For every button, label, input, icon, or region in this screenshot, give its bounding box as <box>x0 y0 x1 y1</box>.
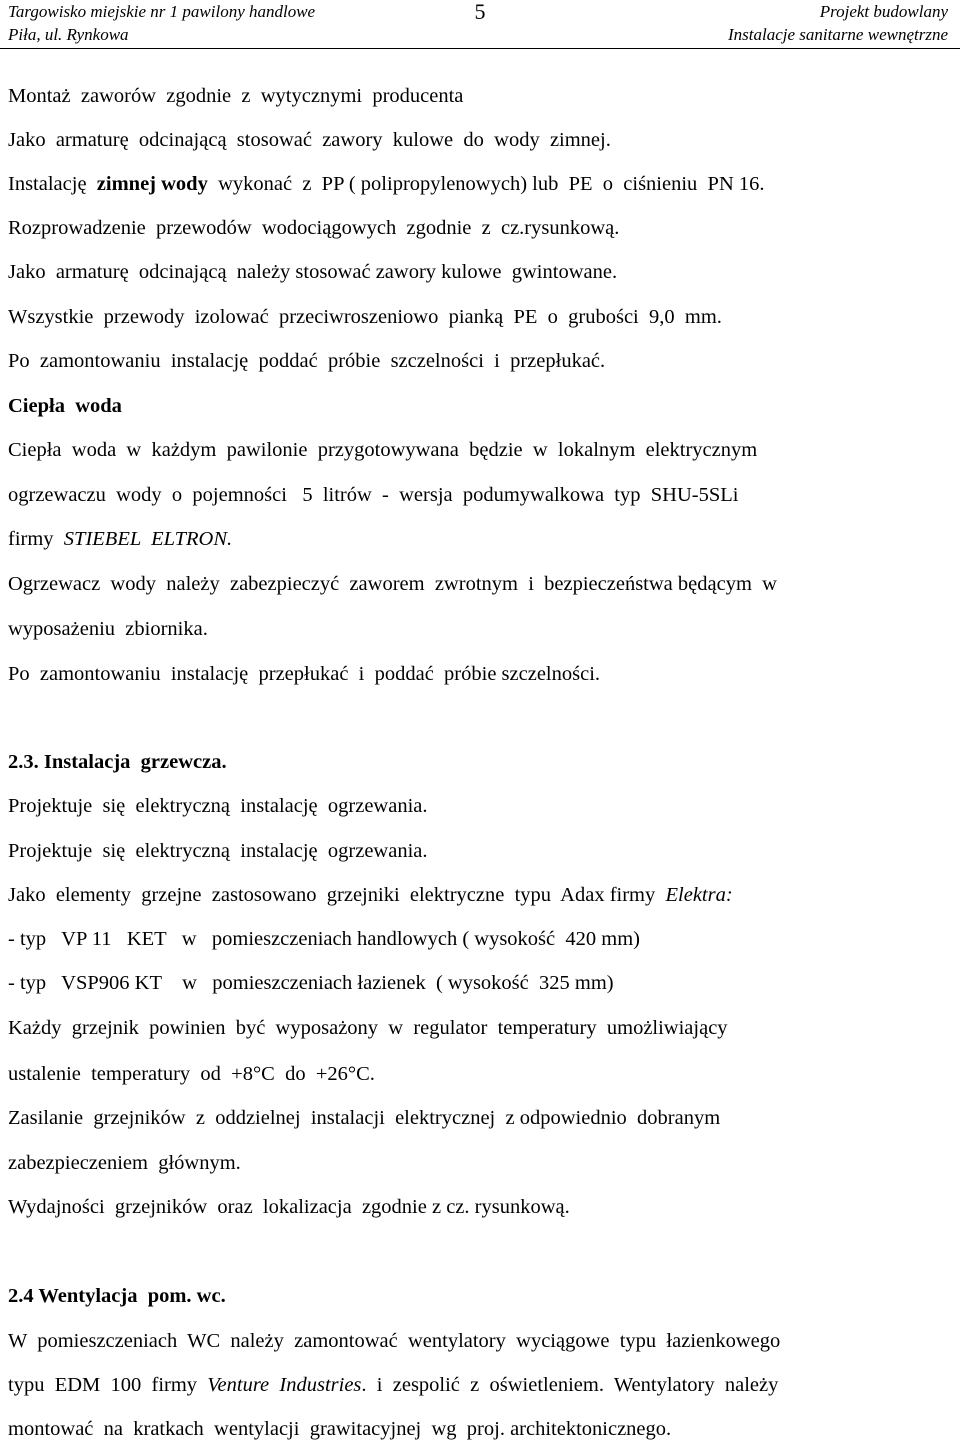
paragraph-line: typu EDM 100 firmy Venture Industries. i zespolić z oświetleniem. Wentylatory należy <box>8 1374 779 1396</box>
paragraph-line: montować na kratkach wentylacji grawitacyjnej wg proj. architektonicznego. <box>8 1418 672 1440</box>
header-right <box>728 0 948 46</box>
italic-text: STIEBEL ELTRON. <box>63 528 233 550</box>
paragraph-line: Instalację zimnej wody wykonać z PP ( polipropylenowych) lub PE o ciśnieniu PN 16. <box>8 173 765 195</box>
paragraph-line: wyposażeniu zbiornika. <box>8 618 208 640</box>
list-item: - typ VSP906 KT w pomieszczeniach łazienek ( wysokość 325 mm) <box>8 972 614 994</box>
paragraph-line: Jako elementy grzejne zastosowano grzejniki elektryczne typu Adax firmy Elektra: <box>8 884 733 906</box>
paragraph-line: Wszystkie przewody izolować przeciwroszeniowo pianką PE o grubości 9,0 mm. <box>8 306 722 328</box>
list-item: - typ VP 11 KET w pomieszczeniach handlowych ( wysokość 420 mm) <box>8 928 640 950</box>
paragraph-line: ustalenie temperatury od +8°C do +26°C. <box>8 1063 375 1085</box>
paragraph-line: ogrzewaczu wody o pojemności 5 litrów - wersja podumywalkowa typ SHU-5SLi <box>8 484 739 506</box>
paragraph-line: Montaż zaworów zgodnie z wytycznymi producenta <box>8 85 464 107</box>
paragraph-line: Rozprowadzenie przewodów wodociągowych zgodnie z cz.rysunkową. <box>8 217 620 239</box>
paragraph-line: firmy STIEBEL ELTRON. <box>8 528 233 550</box>
section-heading-hot-water: Ciepła woda <box>8 395 122 417</box>
paragraph-line: zabezpieczeniem głównym. <box>8 1152 241 1174</box>
paragraph-line: Po zamontowaniu instalację poddać próbie szczelności i przepłukać. <box>8 350 606 372</box>
bold-text: zimnej wody <box>96 173 208 195</box>
paragraph-line: Wydajności grzejników oraz lokalizacja zgodnie z cz. rysunkową. <box>8 1196 570 1218</box>
paragraph-line: Projektuje się elektryczną instalację ogrzewania. <box>8 840 428 862</box>
italic-text: Venture Industries <box>207 1374 362 1396</box>
paragraph-line: Ciepła woda w każdym pawilonie przygotowywana będzie w lokalnym elektrycznym <box>8 439 758 461</box>
paragraph-line: Jako armaturę odcinającą należy stosować zawory kulowe gwintowane. <box>8 261 618 283</box>
paragraph-line: W pomieszczeniach WC należy zamontować wentylatory wyciągowe typu łazienkowego <box>8 1330 781 1352</box>
paragraph-line: Ogrzewacz wody należy zabezpieczyć zaworem zwrotnym i bezpieczeństwa będącym w <box>8 573 777 595</box>
section-heading-ventilation: 2.4 Wentylacja pom. wc. <box>8 1285 226 1307</box>
header-section: Instalacje sanitarne wewnętrzne <box>727 25 948 44</box>
section-heading-heating: 2.3. Instalacja grzewcza. <box>8 751 227 773</box>
paragraph-line: Projektuje się elektryczną instalację ogrzewania. <box>8 795 428 817</box>
paragraph-line: Zasilanie grzejników z oddzielnej instalacji elektrycznej z odpowiednio dobranym <box>8 1107 721 1129</box>
page-header <box>0 0 960 49</box>
paragraph-line: Jako armaturę odcinającą stosować zawory kulowe do wody zimnej. <box>8 129 611 151</box>
page-number: 5 <box>474 0 486 24</box>
paragraph-line: Każdy grzejnik powinien być wyposażony w regulator temperatury umożliwiający <box>8 1017 728 1039</box>
italic-text: Elektra: <box>665 884 733 906</box>
header-location: Piła, ul. Rynkowa <box>8 25 129 44</box>
header-document-type: Projekt budowlany <box>819 2 948 21</box>
paragraph-line: Po zamontowaniu instalację przepłukać i poddać próbie szczelności. <box>8 663 601 685</box>
header-project-name: Targowisko miejskie nr 1 pawilony handlowe <box>8 2 316 21</box>
